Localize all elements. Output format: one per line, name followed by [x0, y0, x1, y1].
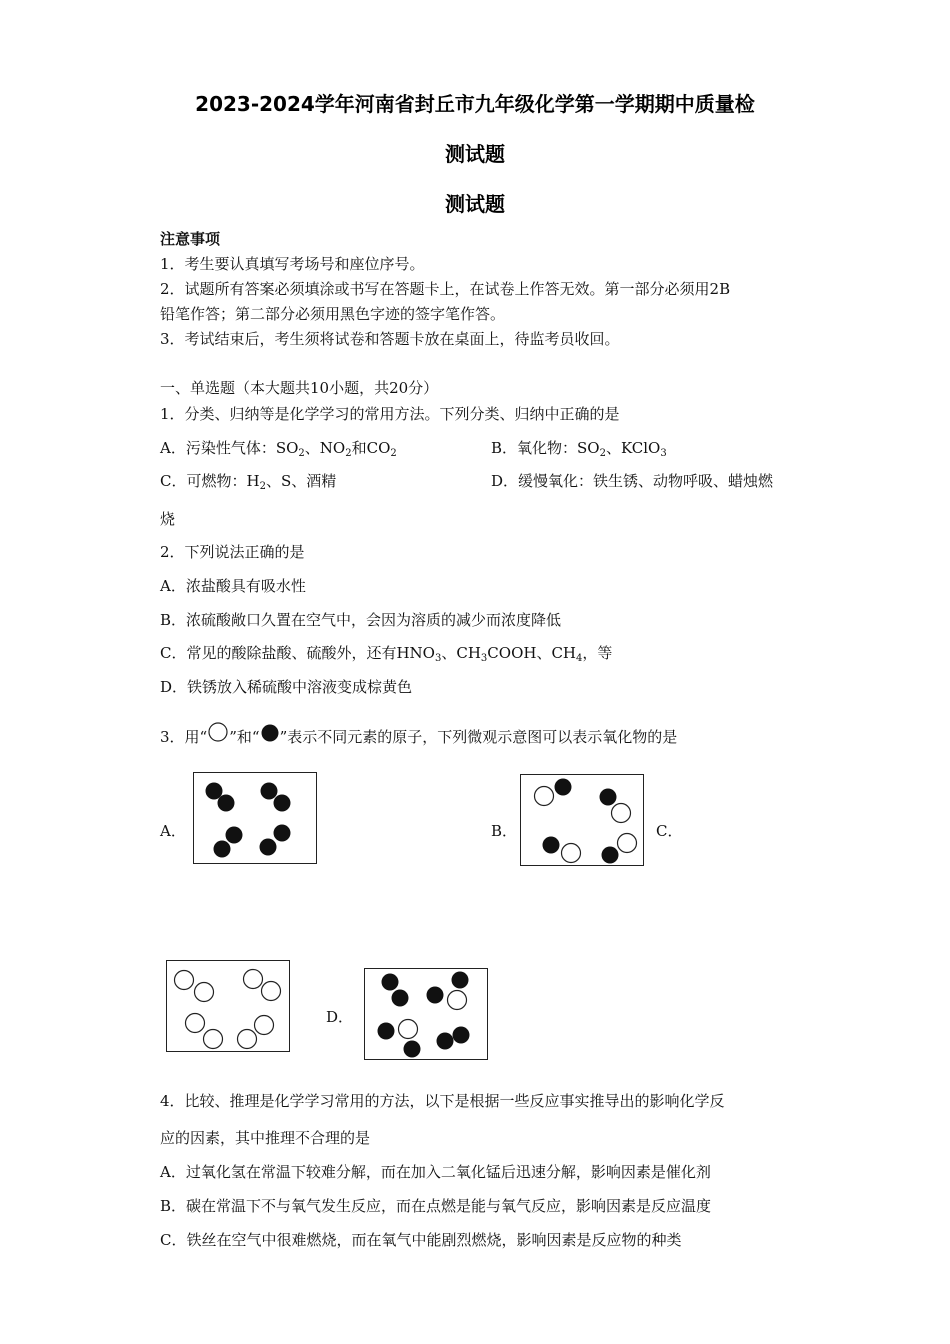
q3-label-d: D． — [326, 1008, 354, 1026]
page-title-line3: 测试题 — [445, 192, 505, 216]
q3-label-c: C． — [656, 822, 683, 840]
q1-option-b: B．氧化物：$SO_2$、KClO$_3$ — [491, 439, 667, 459]
notice-item-3: 3．考试结束后，考生须将试卷和答题卡放在桌面上，待监考员收回。 — [160, 330, 620, 348]
q1-option-a: A．污染性气体：$SO_2$、$NO_2$和$CO_2$ — [160, 439, 397, 459]
q1-option-c: C．可燃物：$H_2$、S、酒精 — [160, 472, 337, 492]
q4-option-a: A．过氧化氢在常温下较难分解，而在加入二氧化锰后迅速分解，影响因素是催化剂 — [160, 1163, 711, 1181]
notice-heading: 注意事项 — [160, 230, 221, 248]
q3-diagram-d — [364, 968, 488, 1060]
q1-stem: 1．分类、归纳等是化学学习的常用方法。下列分类、归纳中正确的是 — [160, 405, 620, 423]
q3-label-a: A． — [160, 822, 186, 840]
q4-stem-1: 4．比较、推理是化学学习常用的方法，以下是根据一些反应事实推导出的影响化学反 — [160, 1092, 725, 1110]
notice-item-2-cont: 铅笔作答；第二部分必须用黑色字迹的签字笔作答。 — [160, 305, 506, 323]
q3-diagram-b — [520, 774, 644, 866]
q2-option-a: A．浓盐酸具有吸水性 — [160, 577, 306, 595]
q3-diagram-c — [166, 960, 290, 1052]
q2-option-b: B．浓硫酸敞口久置在空气中，会因为溶质的减少而浓度降低 — [160, 611, 562, 629]
black-atom-icon — [260, 724, 280, 744]
q2-stem: 2．下列说法正确的是 — [160, 543, 305, 561]
white-atom-icon — [207, 722, 229, 744]
q1-option-d: D．缓慢氧化：铁生锈、动物呼吸、蜡烛燃 — [491, 472, 774, 490]
page-title-line2: 测试题 — [445, 142, 505, 166]
q1-option-d-cont: 烧 — [160, 510, 176, 528]
page-title-line1: 2023-2024学年河南省封丘市九年级化学第一学期期中质量检 — [195, 92, 755, 116]
q3-diagram-a — [193, 772, 317, 864]
q2-option-d: D．铁锈放入稀硫酸中溶液变成棕黄色 — [160, 678, 413, 696]
notice-item-2: 2．试题所有答案必须填涂或书写在答题卡上，在试卷上作答无效。第一部分必须用2B — [160, 280, 731, 298]
notice-item-1: 1．考生要认真填写考场号和座位序号。 — [160, 255, 425, 273]
q4-stem-2: 应的因素，其中推理不合理的是 — [160, 1129, 371, 1147]
q3-label-b: B． — [491, 822, 518, 840]
section-heading: 一、单选题（本大题共10小题，共20分） — [160, 379, 439, 397]
q3-stem: 3．用“ ”和“ ”表示不同元素的原子，下列微观示意图可以表示氧化物的是 — [160, 722, 677, 747]
q2-option-c: C．常见的酸除盐酸、硫酸外，还有$HNO_3$、$CH_3COOH$、$CH_4$，等 — [160, 644, 613, 664]
q4-option-c: C．铁丝在空气中很难燃烧，而在氧气中能剧烈燃烧，影响因素是反应物的种类 — [160, 1231, 682, 1249]
q4-option-b: B．碳在常温下不与氧气发生反应，而在点燃是能与氧气反应，影响因素是反应温度 — [160, 1197, 712, 1215]
